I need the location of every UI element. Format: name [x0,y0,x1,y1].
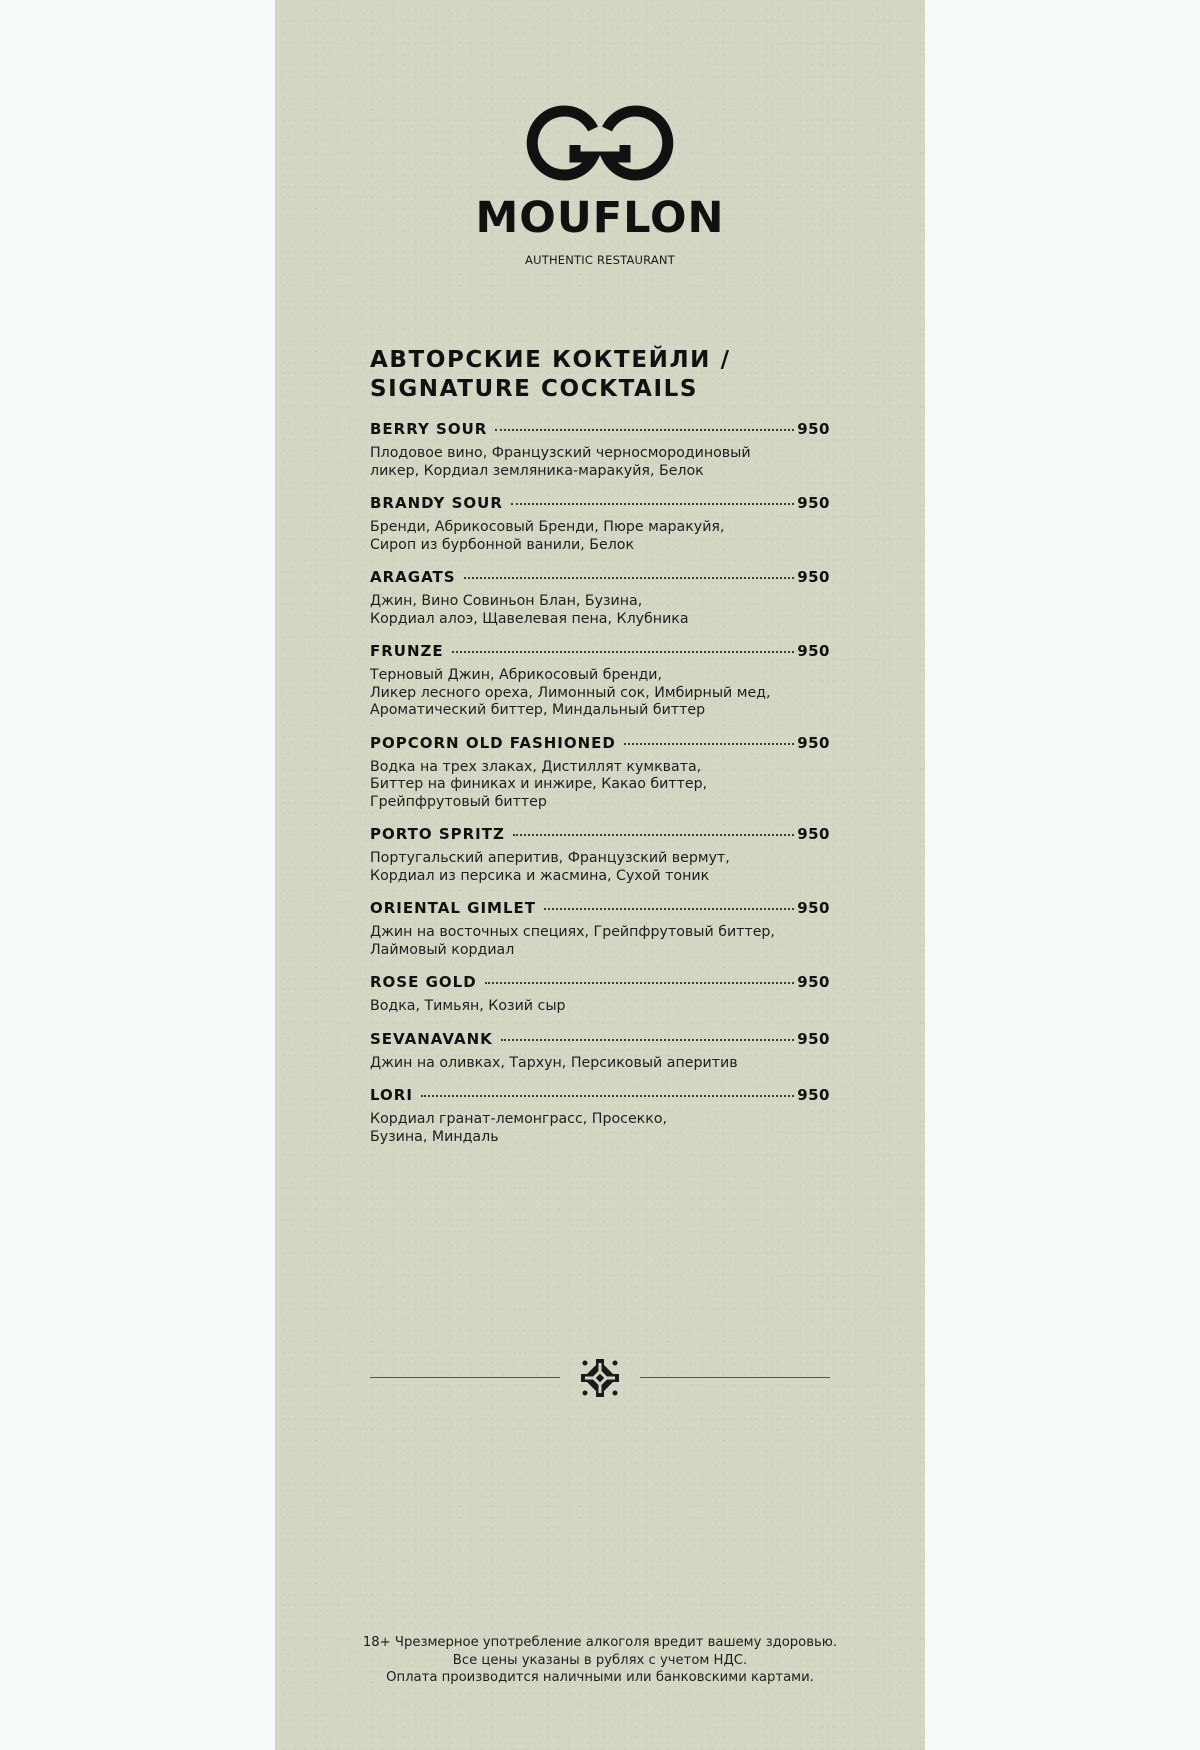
menu-item-description [370,593,790,628]
description-line: Грейпфрутовый биттер [370,793,547,810]
menu-item-price: 950 [797,494,830,512]
dot-leader [464,577,795,579]
menu-item-description [370,667,790,720]
menu-item-header [370,642,830,662]
menu-item-price: 950 [797,420,830,438]
menu-item [370,1030,830,1073]
footer-line-payment: Оплата производится наличными или банковскими картами. [386,1670,814,1685]
menu-item-description [370,759,790,812]
menu-item-name: BRANDY SOUR [370,494,503,512]
menu-item [370,494,830,554]
menu-item-price: 950 [797,1029,830,1048]
section-title [370,346,830,404]
menu-item-header [370,494,830,514]
menu-item-price: 950 [797,973,830,991]
menu-item-header [370,1030,830,1050]
description-line: Лаймовый кордиал [370,941,515,958]
footer-line-age-warning: 18+ Чрезмерное употребление алкоголя вредит вашему здоровью. [362,1635,838,1650]
menu-item-price: 950 [797,568,830,586]
menu-item [370,734,830,812]
description-line: Джин на восточных специях, Грейпфрутовый биттер, [370,924,775,940]
description-line: ликер, Кордиал земляника-маракуйя, Белок [370,462,704,479]
ornament-divider [370,1355,830,1401]
menu-sheet [275,0,925,1750]
description-line: Сироп из бурбонной ванили, Белок [370,536,635,553]
menu-item [370,825,830,885]
menu-item-price: 950 [797,899,830,917]
dot-leader [495,429,794,431]
description-line: Джин на оливках, Тархун, Персиковый аперитив [370,1054,738,1071]
menu-item [370,1086,830,1146]
horn-swirl-logo-icon [525,105,675,181]
menu-item [370,642,830,720]
menu-item-price: 950 [797,733,830,752]
description-line: Водка на трех злаках, Дистиллят кумквата, [370,758,702,775]
menu-item-header [370,825,830,845]
menu-item-name: POPCORN OLD FASHIONED [370,733,616,752]
menu-item-price: 950 [797,642,830,660]
description-line: Кордиал алоэ, Щавелевая пена, Клубника [370,610,689,627]
description-line: Водка, Тимьян, Козий сыр [370,998,566,1014]
dot-leader [501,1039,794,1041]
section-title-line-en: SIGNATURE COCKTAILS [370,376,699,402]
dot-leader [485,982,795,984]
menu-item-description [370,998,790,1016]
menu-item-header [370,973,830,993]
dot-leader [624,743,794,745]
menu-item-header [370,899,830,919]
menu-item [370,420,830,480]
menu-item [370,973,830,1016]
menu-item [370,568,830,628]
cocktail-list [370,420,830,1146]
menu-item-description [370,1055,790,1073]
description-line: Кордиал гранат-лемонграсс, Просекко, [370,1111,668,1127]
menu-item-price: 950 [797,825,830,843]
description-line: Плодовое вино, Французский черносмородиновый [370,445,751,461]
menu-item-name: ORIENTAL GIMLET [370,899,536,917]
legal-footer [275,1634,925,1687]
menu-item-description [370,519,790,554]
menu-item-description [370,445,790,480]
menu-item-description [370,850,790,885]
armenian-ornament-icon [579,1357,621,1399]
dot-leader [513,834,794,836]
menu-item-header [370,734,830,754]
menu-item-header [370,568,830,588]
description-line: Биттер на финиках и инжире, Какао биттер, [370,776,708,792]
menu-item-name: SEVANAVANK [370,1029,493,1048]
menu-item-name: BERRY SOUR [370,420,488,438]
menu-item-description [370,924,790,959]
brand-tagline: AUTHENTIC RESTAURANT [525,253,675,267]
divider-line-left [370,1377,560,1378]
description-line: Бренди, Абрикосовый Бренди, Пюре маракуйя, [370,519,725,535]
signature-cocktails-section [370,346,830,1160]
dot-leader [511,503,794,505]
menu-item-name: PORTO SPRITZ [370,825,505,843]
description-line: Кордиал из персика и жасмина, Сухой тоник [370,867,710,884]
description-line: Бузина, Миндаль [370,1128,499,1145]
description-line: Терновый Джин, Абрикосовый бренди, [370,667,663,683]
divider-line-right [640,1377,830,1378]
description-line: Ликер лесного ореха, Лимонный сок, Имбирный мед, [370,684,771,701]
description-line: Португальский аперитив, Французский вермут, [370,850,730,866]
menu-item-name: FRUNZE [370,642,444,660]
menu-item-name: ROSE GOLD [370,973,477,991]
footer-line-prices: Все цены указаны в рублях с учетом НДС. [452,1652,748,1668]
description-line: Ароматический биттер, Миндальный биттер [370,702,706,718]
menu-item-name: LORI [370,1086,413,1104]
dot-leader [544,908,794,910]
dot-leader [452,651,795,653]
brand-logo [275,105,925,267]
description-line: Джин, Вино Совиньон Блан, Бузина, [370,593,643,609]
menu-item-price: 950 [797,1086,830,1104]
menu-item-header [370,420,830,440]
section-title-line-ru: АВТОРСКИЕ КОКТЕЙЛИ / [370,347,731,373]
menu-item-description [370,1111,790,1146]
brand-name: MOUFLON [475,193,725,243]
menu-item [370,899,830,959]
menu-item-name: ARAGATS [370,568,456,586]
menu-item-header [370,1086,830,1106]
dot-leader [421,1095,794,1097]
